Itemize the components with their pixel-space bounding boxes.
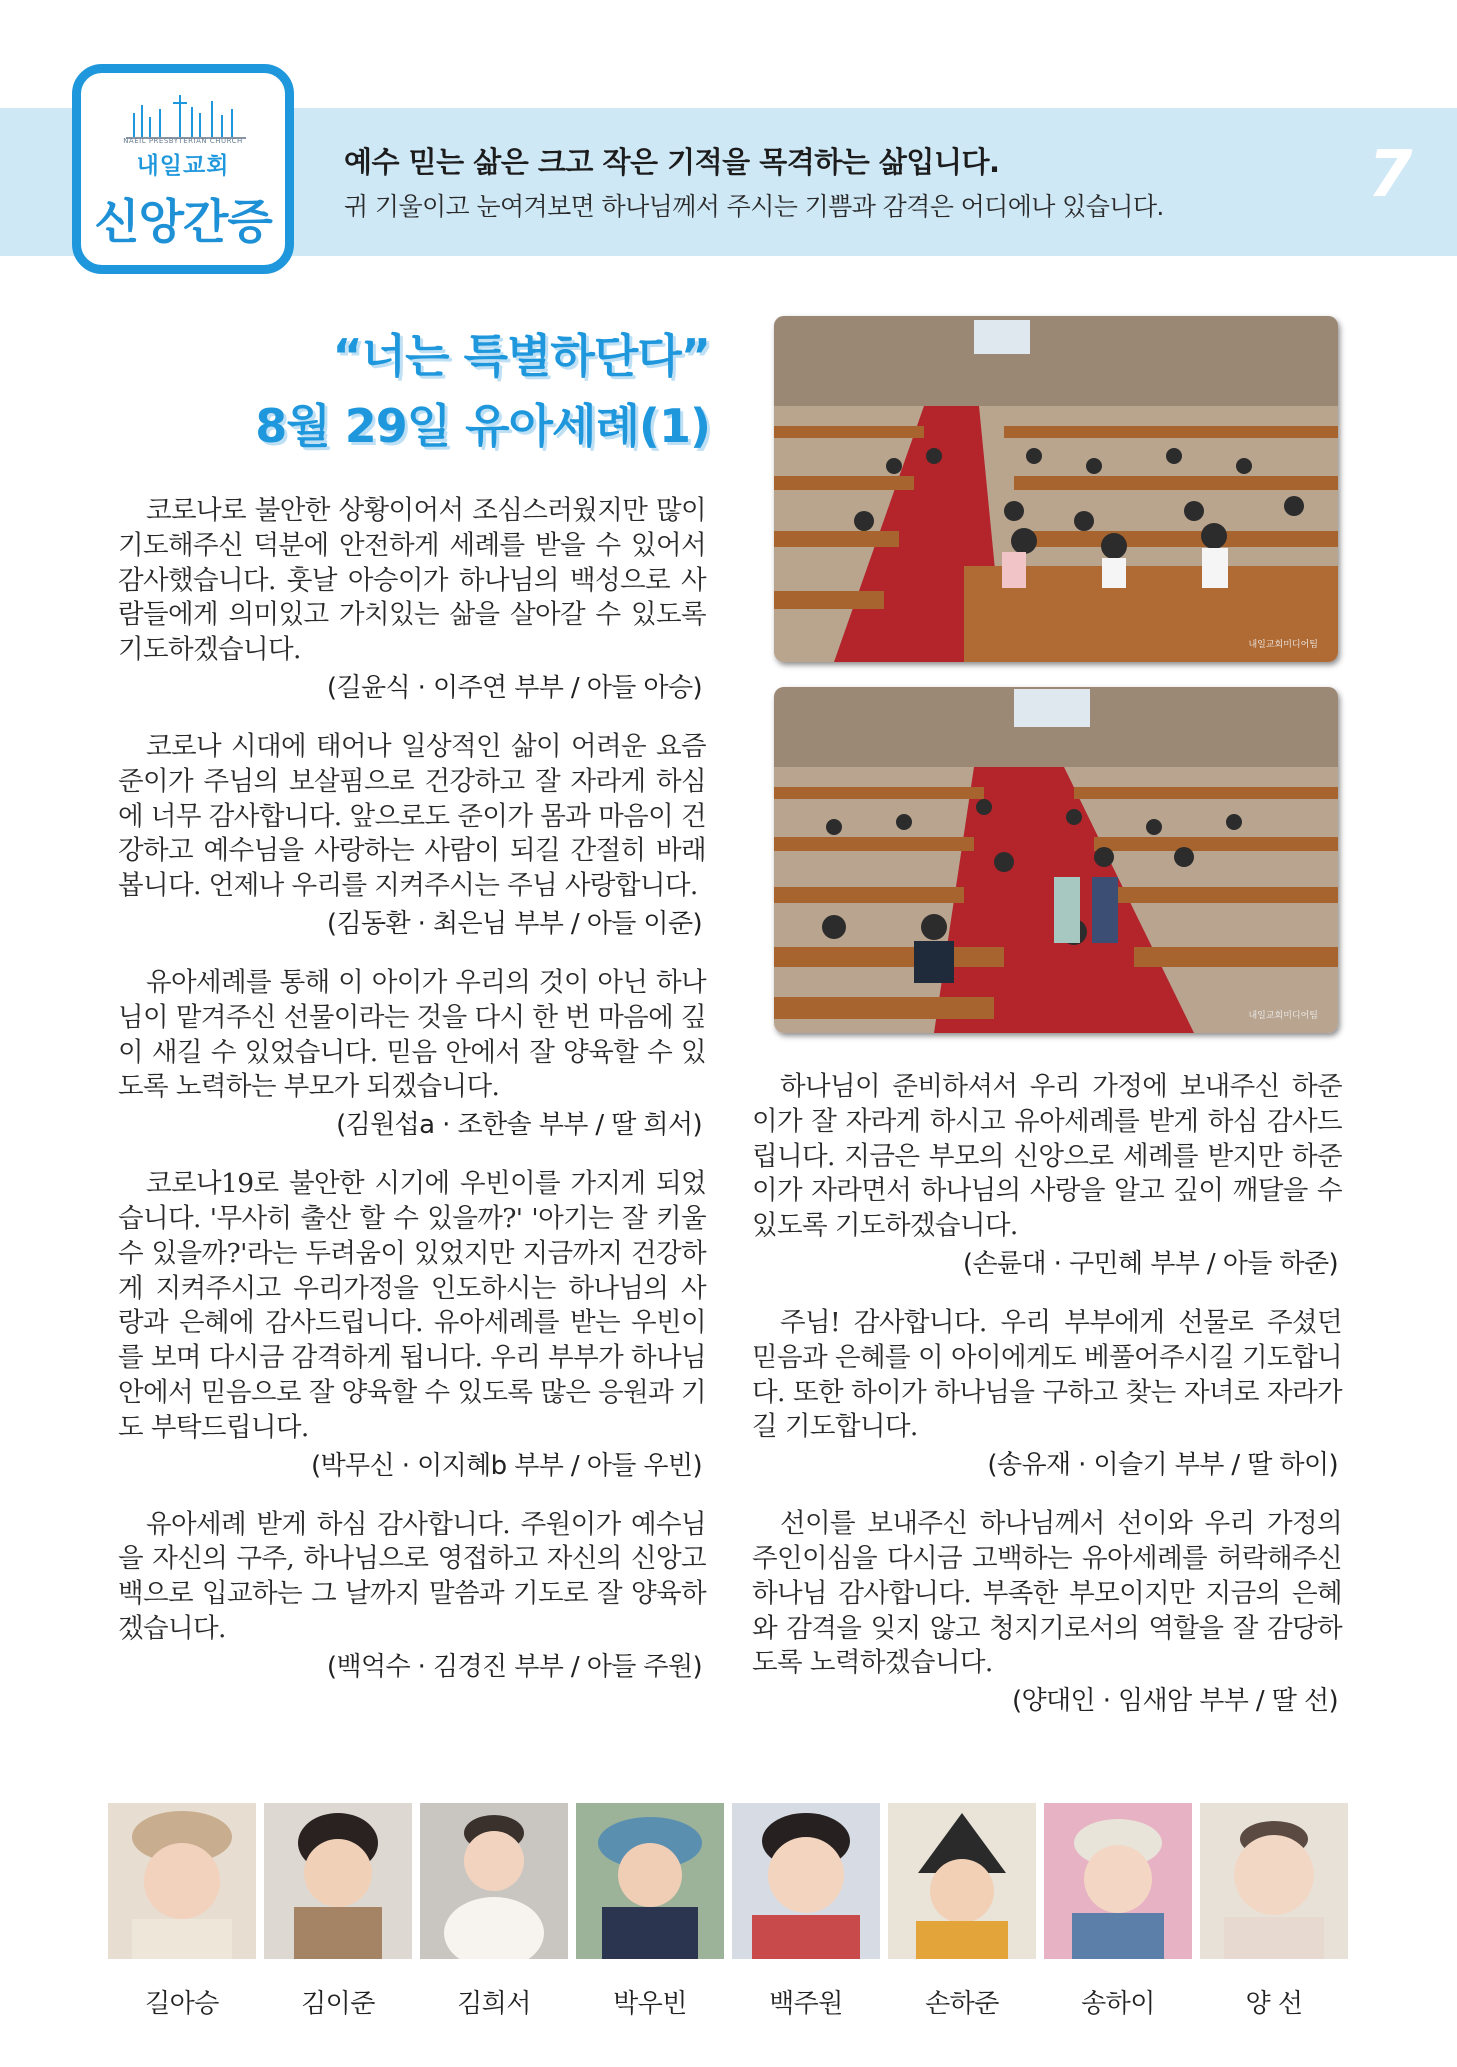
- testimony-text: 주님! 감사합니다. 우리 부부에게 선물로 주셨던 믿음과 은혜를 이 아이에게도 베풀어주시길 기도합니다. 또한 하이가 하나님을 구하고 찾는 자녀로 자라가길 기도합니다.: [752, 1306, 1342, 1443]
- baby-photo: [732, 1803, 880, 1959]
- testimony-entry: [752, 1306, 1342, 1483]
- testimony-entry: [118, 1508, 706, 1685]
- baby-photo: [1200, 1803, 1348, 1959]
- testimony-text: 선이를 보내주신 하나님께서 선이와 우리 가정의 주인이심을 다시금 고백하는 유아세례를 허락해주신 하나님 감사합니다. 부족한 부모이지만 지금의 은혜와 감격을 잊지 않고 청지기로서의 역할을 잘 감당하도록 노력하겠습니다.: [752, 1508, 1342, 1679]
- testimony-entry: [752, 1070, 1342, 1282]
- testimony-entry: [118, 730, 706, 942]
- testimony-signature: (백억수 · 김경진 부부 / 아들 주원): [326, 1651, 702, 1682]
- baby-name: 길아승: [145, 1989, 219, 2019]
- testimony-signature: (박무신 · 이지혜b 부부 / 아들 우빈): [311, 1450, 702, 1481]
- photo-caption: 내일교회미디어팀: [1248, 1011, 1318, 1021]
- baby-name: 양 선: [1245, 1989, 1303, 2019]
- baby-photo: [420, 1803, 568, 1959]
- header-sub-line: 귀 기울이고 눈여겨보면 하나님께서 주시는 기쁨과 감격은 어디에나 있습니다.: [344, 192, 1164, 221]
- testimony-entry: [118, 966, 706, 1143]
- testimony-entry: [118, 494, 706, 706]
- baby-name: 김희서: [457, 1989, 531, 2019]
- testimony-text: 코로나19로 불안한 시기에 우빈이를 가지게 되었습니다. '무사히 출산 할 수 있을까?' '아기는 잘 키울 수 있을까?'라는 두려움이 있었지만 지금까지 건강하게 지켜주시고 우리가정을 인도하시는 하나님의 사랑과 은혜에 감사드립니다. 유아세례를 받는 우빈이를 보며 다시금 감격하게 됩니다. 우리 부부가 하나님 안에서 믿음으로 잘 양육할 수 있도록 많은 응원과 기도 부탁드립니다.: [118, 1168, 706, 1443]
- church-english-name: NAEIL PRESBYTERIAN CHURCH: [123, 137, 243, 145]
- testimony-entry: [118, 1167, 706, 1483]
- photo-caption: 내일교회미디어팀: [1248, 640, 1318, 650]
- baby-card: [732, 1803, 880, 2020]
- baby-card: [576, 1803, 724, 2020]
- church-service-photo-2: [774, 687, 1338, 1033]
- baby-card: [264, 1803, 412, 2020]
- baby-card: [108, 1803, 256, 2020]
- church-service-photo-1: [774, 316, 1338, 662]
- left-column: [118, 494, 706, 1709]
- section-title: 신앙간증: [94, 195, 272, 250]
- testimony-signature: (송유재 · 이슬기 부부 / 딸 하이): [987, 1450, 1338, 1481]
- baby-photo: [888, 1803, 1036, 1959]
- church-logo-box: [72, 64, 294, 274]
- baby-card: [1200, 1803, 1348, 2020]
- testimony-signature: (양대인 · 임새암 부부 / 딸 선): [1011, 1686, 1338, 1717]
- testimony-text: 하나님이 준비하셔서 우리 가정에 보내주신 하준이가 잘 자라게 하시고 유아세례를 받게 하심 감사드립니다. 지금은 부모의 신앙으로 세례를 받지만 하준이가 자라면서 하나님의 사랑을 알고 깊이 깨달을 수 있도록 기도하겠습니다.: [752, 1071, 1342, 1242]
- baby-card: [420, 1803, 568, 2020]
- header-main-line: 예수 믿는 삶은 크고 작은 기적을 목격하는 삶입니다.: [344, 145, 1000, 179]
- baby-name: 박우빈: [613, 1989, 687, 2019]
- baby-photo-strip: [108, 1803, 1348, 2019]
- church-skyline-icon: [126, 91, 246, 143]
- testimony-signature: (길윤식 · 이주연 부부 / 아들 아승): [326, 672, 702, 703]
- baby-photo: [264, 1803, 412, 1959]
- baby-name: 백주원: [769, 1989, 843, 2019]
- article-title-line1: “너는 특별하단다”: [332, 329, 710, 383]
- church-name: 내일교회: [136, 153, 230, 179]
- testimony-text: 유아세례 받게 하심 감사합니다. 주원이가 예수님을 자신의 구주, 하나님으로 영접하고 자신의 신앙고백으로 입교하는 그 날까지 말씀과 기도로 잘 양육하겠습니다.: [118, 1508, 706, 1644]
- baby-card: [1044, 1803, 1192, 2020]
- baby-photo: [576, 1803, 724, 1959]
- baby-photo: [108, 1803, 256, 1959]
- page-number: 7: [1368, 138, 1413, 212]
- testimony-text: 코로나 시대에 태어나 일상적인 삶이 어려운 요즘 준이가 주님의 보살핌으로 건강하고 잘 자라게 하심에 너무 감사합니다. 앞으로도 준이가 몸과 마음이 건강하고 예수님을 사랑하는 사람이 되길 간절히 바래봅니다. 언제나 우리를 지켜주시는 주님 사랑합니다.: [118, 730, 706, 902]
- testimony-text: 유아세례를 통해 이 아이가 우리의 것이 아닌 하나님이 맡겨주신 선물이라는 것을 다시 한 번 마음에 깊이 새길 수 있었습니다. 믿음 안에서 잘 양육할 수 있도록 노력하는 부모가 되겠습니다.: [118, 966, 706, 1103]
- testimony-text: 코로나로 불안한 상황이어서 조심스러웠지만 많이 기도해주신 덕분에 안전하게 세례를 받을 수 있어서 감사했습니다. 훗날 아승이가 하나님의 백성으로 사람들에게 의미있고 가치있는 삶을 살아갈 수 있도록 기도하겠습니다.: [118, 495, 706, 666]
- baby-name: 손하준: [925, 1989, 999, 2019]
- testimony-entry: [752, 1507, 1342, 1719]
- right-column: [752, 1070, 1342, 1743]
- testimony-signature: (김동환 · 최은님 부부 / 아들 이준): [326, 908, 702, 939]
- testimony-signature: (김원섭a · 조한솔 부부 / 딸 희서): [336, 1110, 702, 1141]
- baby-photo: [1044, 1803, 1192, 1959]
- baby-name: 송하이: [1081, 1989, 1155, 2019]
- baby-name: 김이준: [301, 1989, 375, 2019]
- testimony-signature: (손륜대 · 구민혜 부부 / 아들 하준): [962, 1248, 1338, 1279]
- article-title-line2: 8월 29일 유아세례(1): [255, 399, 710, 453]
- baby-card: [888, 1803, 1036, 2020]
